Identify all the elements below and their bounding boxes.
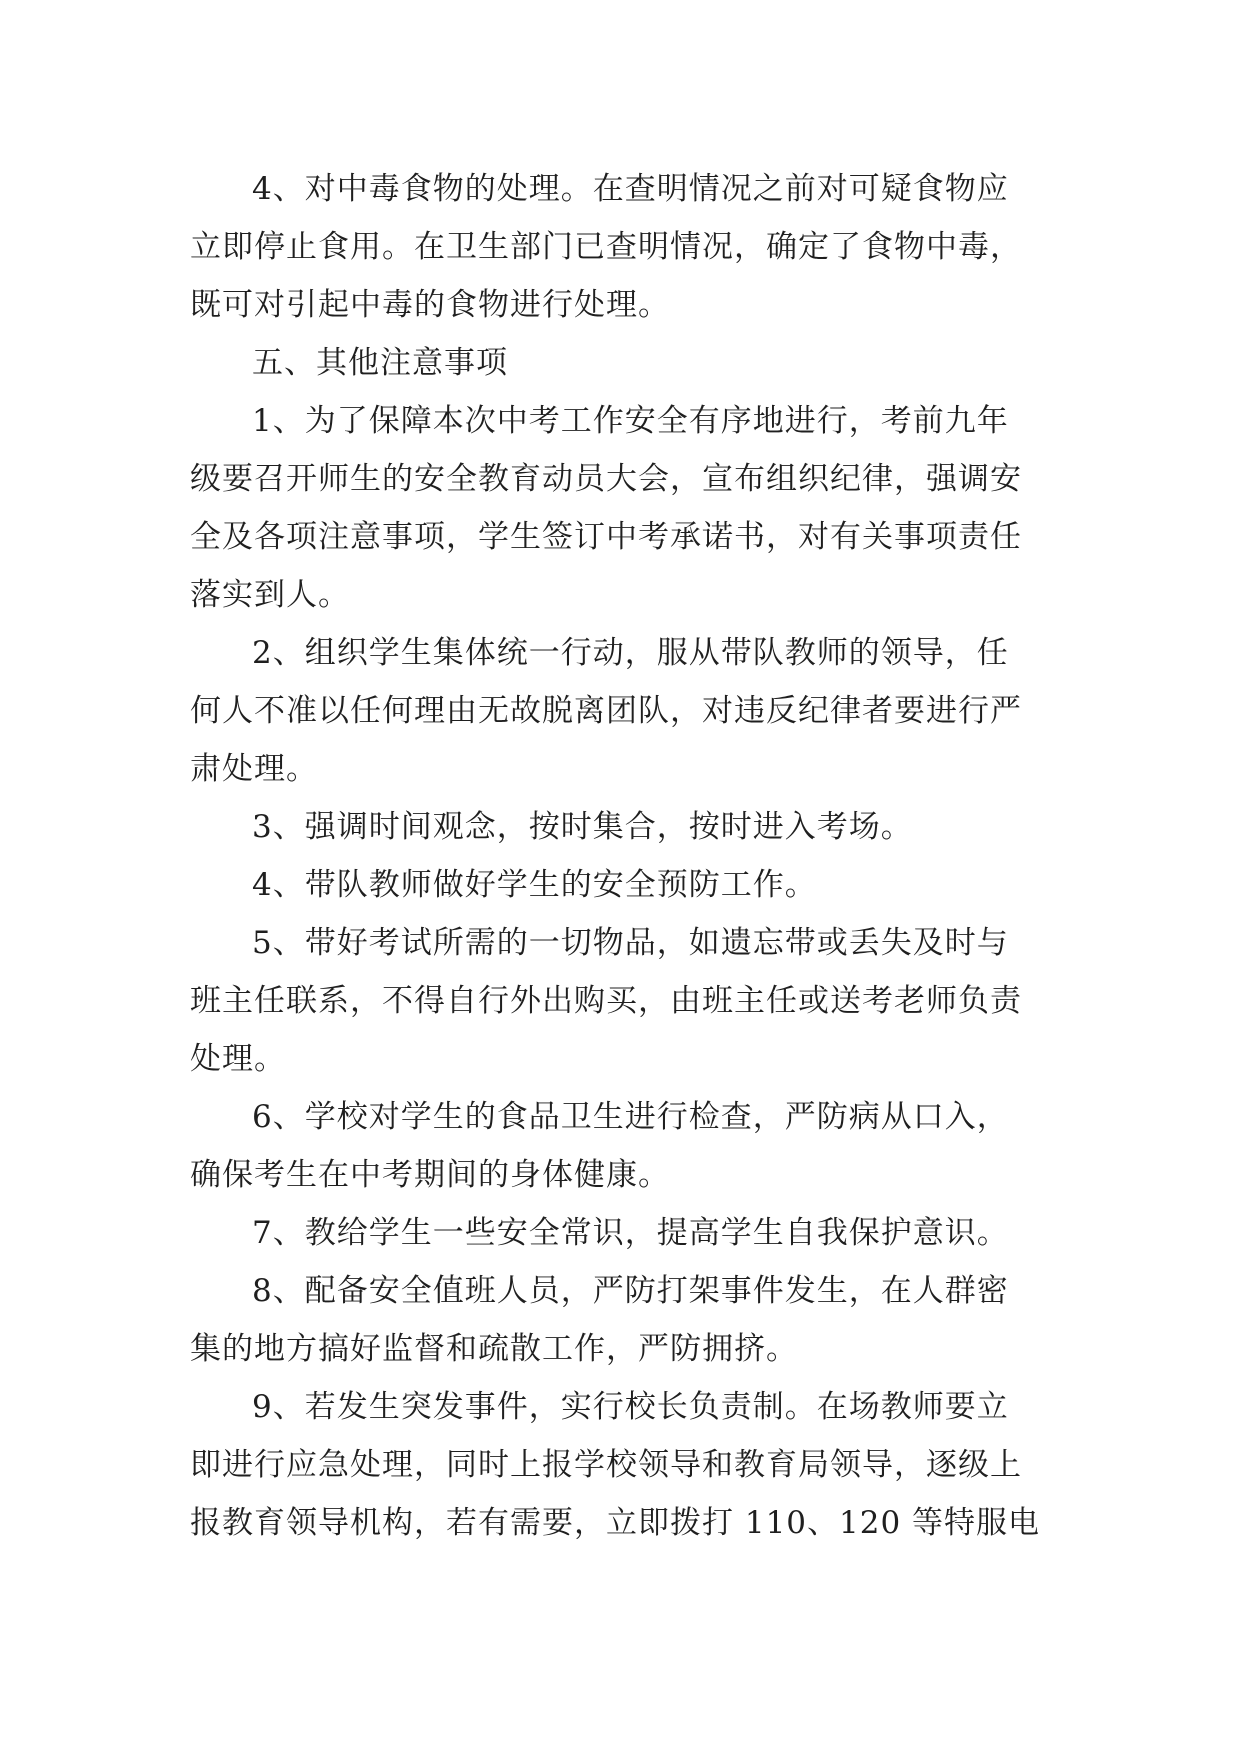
section-heading: 五、其他注意事项: [252, 345, 508, 381]
text-line: 落实到人。: [190, 577, 350, 613]
text-line: 集的地方搞好监督和疏散工作，严防拥挤。: [190, 1331, 798, 1367]
text-line: 4、对中毒食物的处理。在查明情况之前对可疑食物应: [252, 171, 1009, 207]
text-line: 5、带好考试所需的一切物品，如遗忘带或丢失及时与: [252, 925, 1009, 961]
text-line: 确保考生在中考期间的身体健康。: [190, 1157, 670, 1193]
text-line: 处理。: [190, 1041, 286, 1077]
document-body: [190, 160, 1055, 1552]
text-line: 级要召开师生的安全教育动员大会，宣布组织纪律，强调安: [190, 461, 1022, 497]
text-line: 9、若发生突发事件，实行校长负责制。在场教师要立: [252, 1389, 1009, 1425]
text-line: 全及各项注意事项，学生签订中考承诺书，对有关事项责任: [190, 519, 1022, 555]
text-line: 立即停止食用。在卫生部门已查明情况，确定了食物中毒，: [190, 229, 1022, 265]
text-line: 1、为了保障本次中考工作安全有序地进行，考前九年: [252, 403, 1009, 439]
text-line: 2、组织学生集体统一行动，服从带队教师的领导，任: [252, 635, 1009, 671]
text-line: 报教育领导机构，若有需要，立即拨打 110、120 等特服电: [190, 1505, 1041, 1541]
text-line: 3、强调时间观念，按时集合，按时进入考场。: [252, 809, 913, 845]
text-line: 4、带队教师做好学生的安全预防工作。: [252, 867, 817, 903]
text-line: 8、配备安全值班人员，严防打架事件发生，在人群密: [252, 1273, 1009, 1309]
text-line: 班主任联系，不得自行外出购买，由班主任或送考老师负责: [190, 983, 1022, 1019]
text-line: 何人不准以任何理由无故脱离团队，对违反纪律者要进行严: [190, 693, 1022, 729]
text-line: 7、教给学生一些安全常识，提高学生自我保护意识。: [252, 1215, 1009, 1251]
text-line: 即进行应急处理，同时上报学校领导和教育局领导，逐级上: [190, 1447, 1022, 1483]
text-line: 肃处理。: [190, 751, 318, 787]
text-line: 既可对引起中毒的食物进行处理。: [190, 287, 670, 323]
text-line: 6、学校对学生的食品卫生进行检查，严防病从口入，: [252, 1099, 1009, 1135]
